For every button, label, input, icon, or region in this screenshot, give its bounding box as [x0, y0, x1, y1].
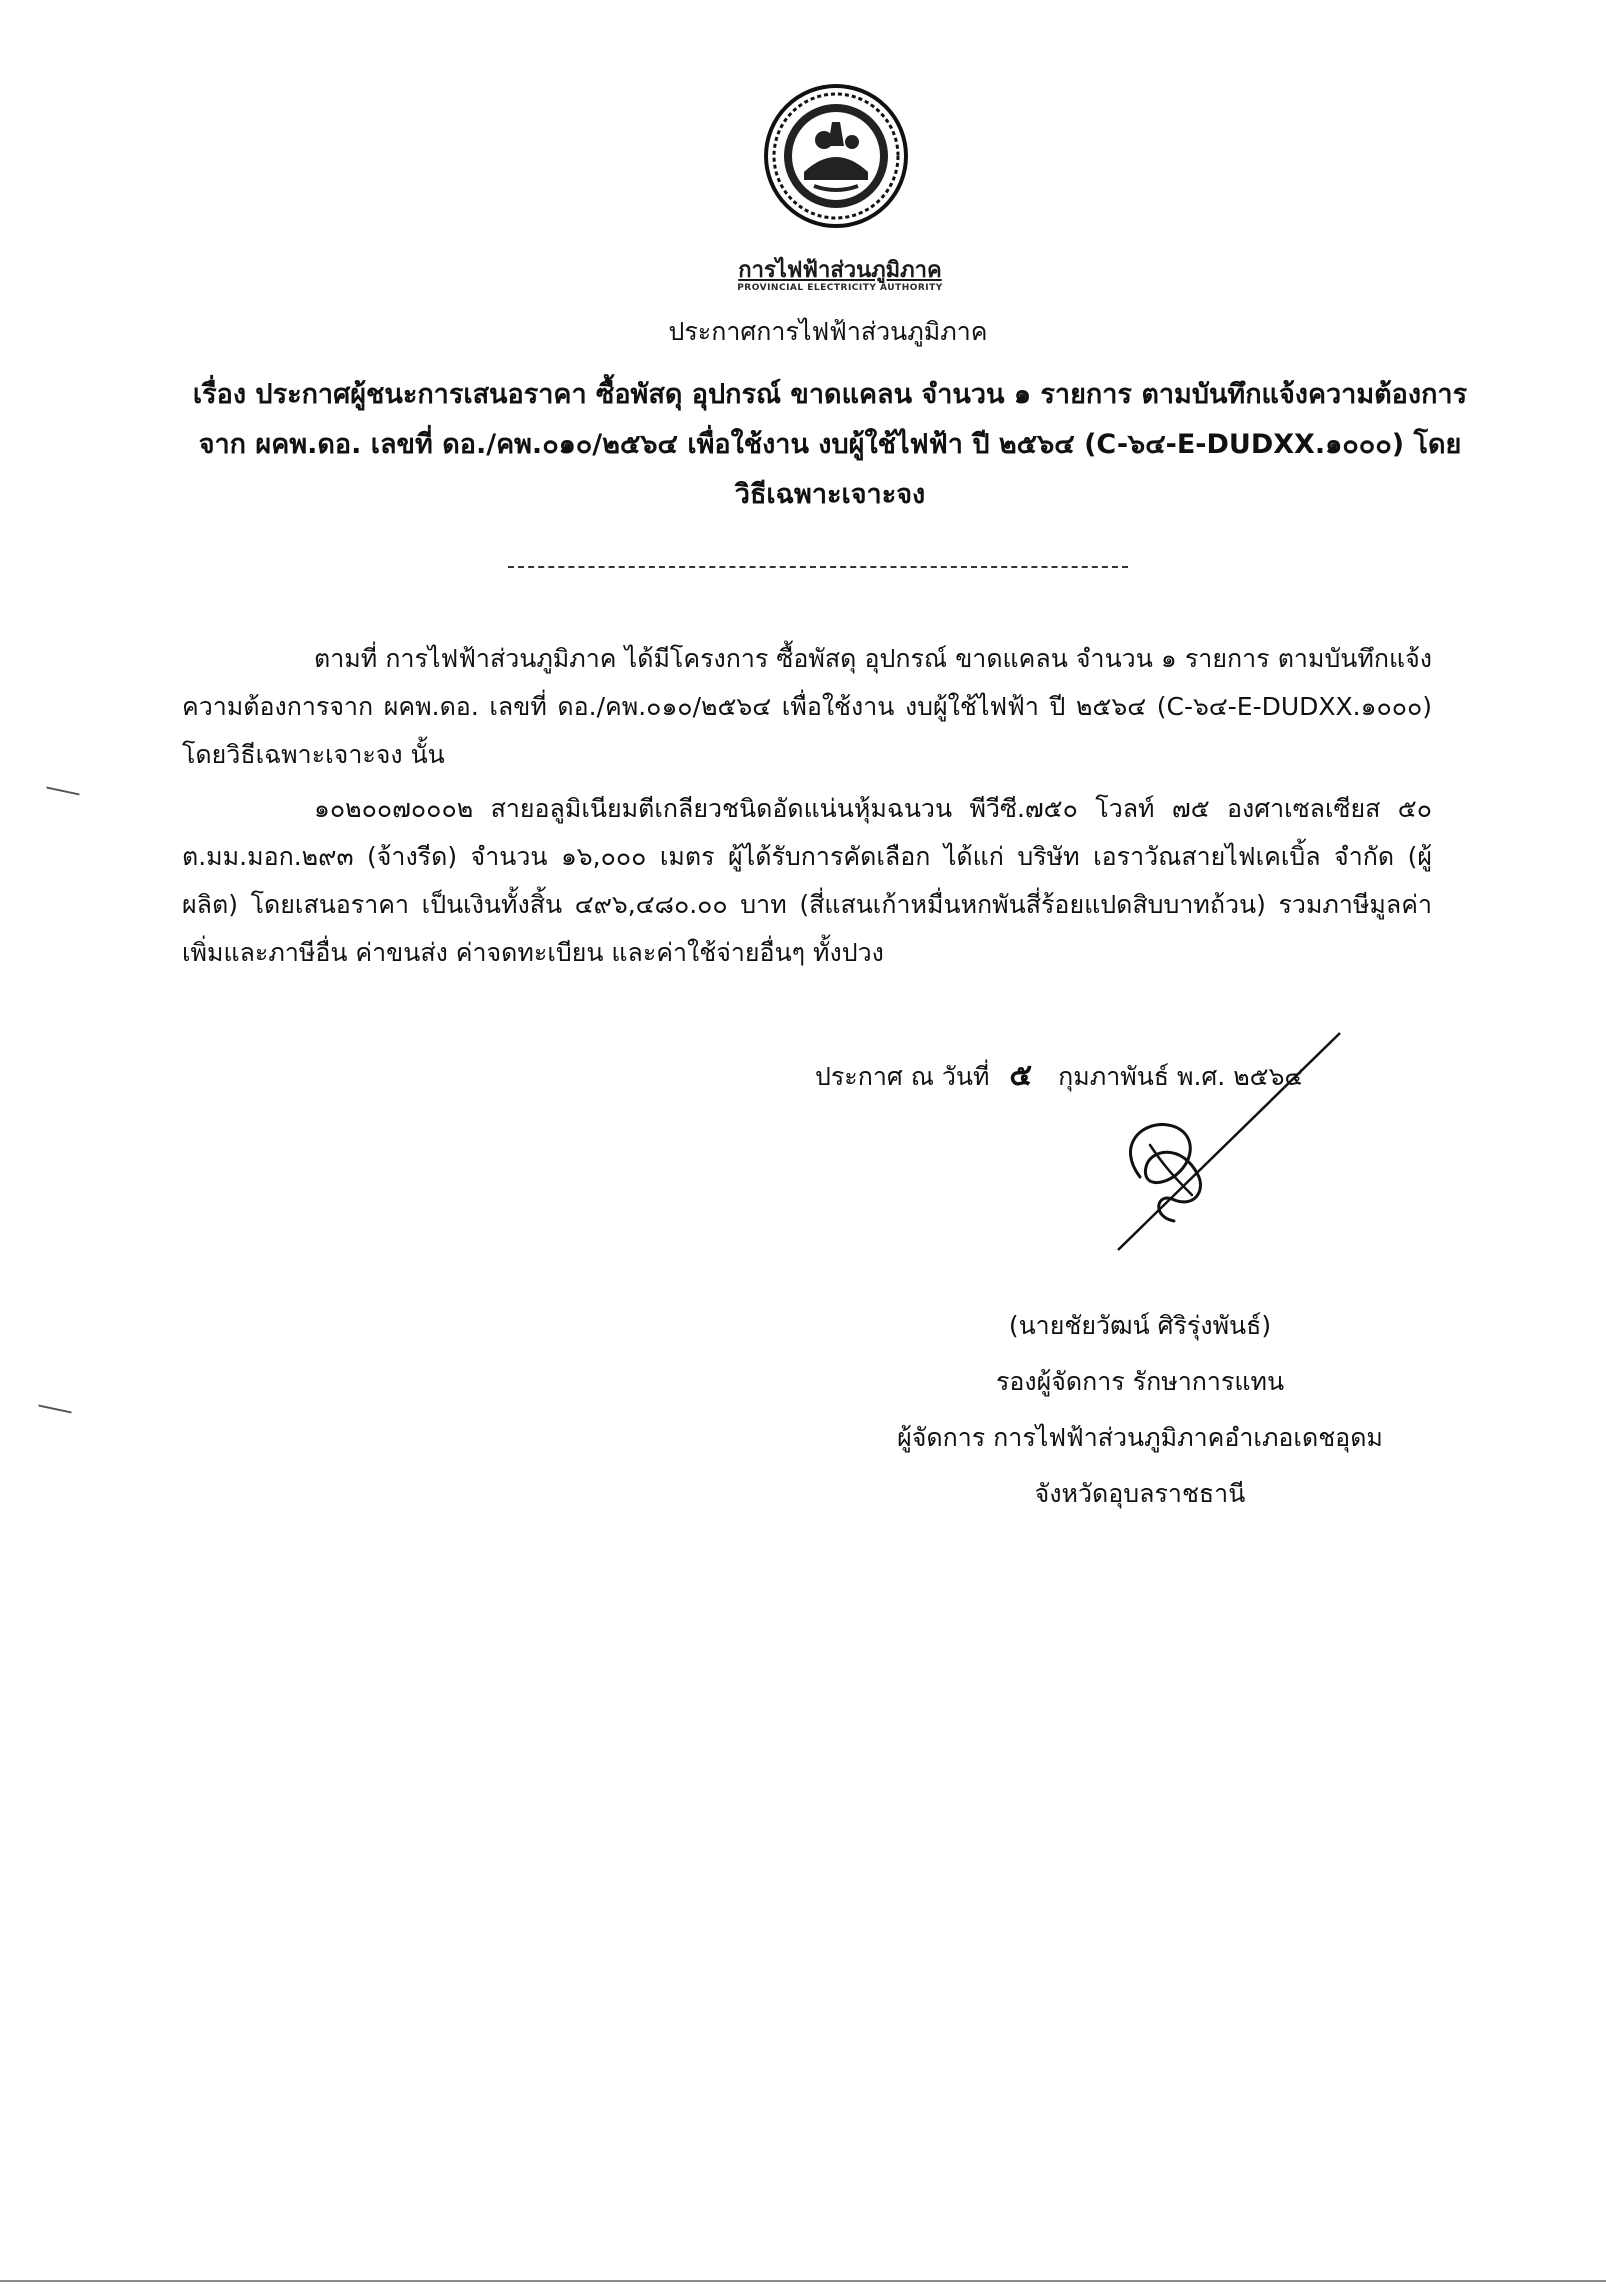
- subject-line-2: จาก ผคพ.ดอ. เลขที่ ดอ./คพ.๐๑๐/๒๕๖๔ เพื่อใช้งาน งบผู้ใช้ไฟฟ้า ปี ๒๕๖๔ (C-๖๔-E-DUDXX.๑๐๐๐) โดย: [198, 429, 1462, 460]
- organization-name-english: PROVINCIAL ELECTRICITY AUTHORITY: [737, 283, 943, 293]
- signatory-province: จังหวัดอุบลราชธานี: [1034, 1479, 1246, 1508]
- announcement-prefix: ประกาศ ณ วันที่: [815, 1062, 990, 1091]
- subject-line-3: วิธีเฉพาะเจาะจง: [734, 479, 926, 510]
- signatory-title: ผู้จัดการ การไฟฟ้าส่วนภูมิภาคอำเภอเดชอุดม: [897, 1423, 1383, 1452]
- subject-line-1: เรื่อง ประกาศผู้ชนะการเสนอราคา ซื้อพัสดุ อุปกรณ์ ขาดแคลน จำนวน ๑ รายการ ตามบันทึกแจ้งความต้องการ: [192, 379, 1468, 410]
- signatory-block: [800, 1298, 1480, 1522]
- signatory-name: (นายชัยวัฒน์ ศิริรุ่งพันธ์): [1008, 1311, 1272, 1340]
- scan-edge-line: [0, 2280, 1606, 2282]
- document-subject: [180, 370, 1480, 520]
- divider: [508, 566, 1128, 568]
- announcement-day: ๕: [1009, 1058, 1033, 1093]
- scan-mark: [46, 786, 80, 795]
- handwritten-signature: [1090, 1025, 1390, 1265]
- organization-name-thai: การไฟฟ้าส่วนภูมิภาค: [738, 258, 942, 283]
- document-heading: ประกาศการไฟฟ้าส่วนภูมิภาค: [668, 317, 988, 346]
- pea-seal-icon: [762, 82, 910, 230]
- body-paragraph-1: ตามที่ การไฟฟ้าส่วนภูมิภาค ได้มีโครงการ ซื้อพัสดุ อุปกรณ์ ขาดแคลน จำนวน ๑ รายการ ตามบันทึกแจ้งความต้องการจาก ผคพ.ดอ. เลขที่ ดอ./คพ.๐๑๐/๒๕๖๔ เพื่อใช้งาน งบผู้ใช้ไฟฟ้า ปี ๒๕๖๔ (C-๖๔-E-DUDXX.๑๐๐๐) โดยวิธีเฉพาะเจาะจง นั้น: [182, 644, 1432, 769]
- scan-mark: [38, 1404, 72, 1413]
- signatory-position: รองผู้จัดการ รักษาการแทน: [995, 1367, 1285, 1396]
- body-paragraph-2: ๑๐๒๐๐๗๐๐๐๒ สายอลูมิเนียมตีเกลียวชนิดอัดแน่นหุ้มฉนวน พีวีซี.๗๕๐ โวลท์ ๗๕ องศาเซลเซียส ๕๐ ต.มม.มอก.๒๙๓ (จ้างรีด) จำนวน ๑๖,๐๐๐ เมตร ผู้ได้รับการคัดเลือก ได้แก่ บริษัท เอราวัณสายไฟเคเบิ้ล จำกัด (ผู้ผลิต) โดยเสนอราคา เป็นเงินทั้งสิ้น ๔๙๖,๔๘๐.๐๐ บาท (สี่แสนเก้าหมื่นหกพันสี่ร้อยแปดสิบบาทถ้วน) รวมภาษีมูลค่าเพิ่มและภาษีอื่น ค่าขนส่ง ค่าจดทะเบียน และค่าใช้จ่ายอื่นๆ ทั้งปวง: [182, 794, 1432, 967]
- announcement-month-year: กุมภาพันธ์ พ.ศ. ๒๕๖๔: [1058, 1062, 1304, 1091]
